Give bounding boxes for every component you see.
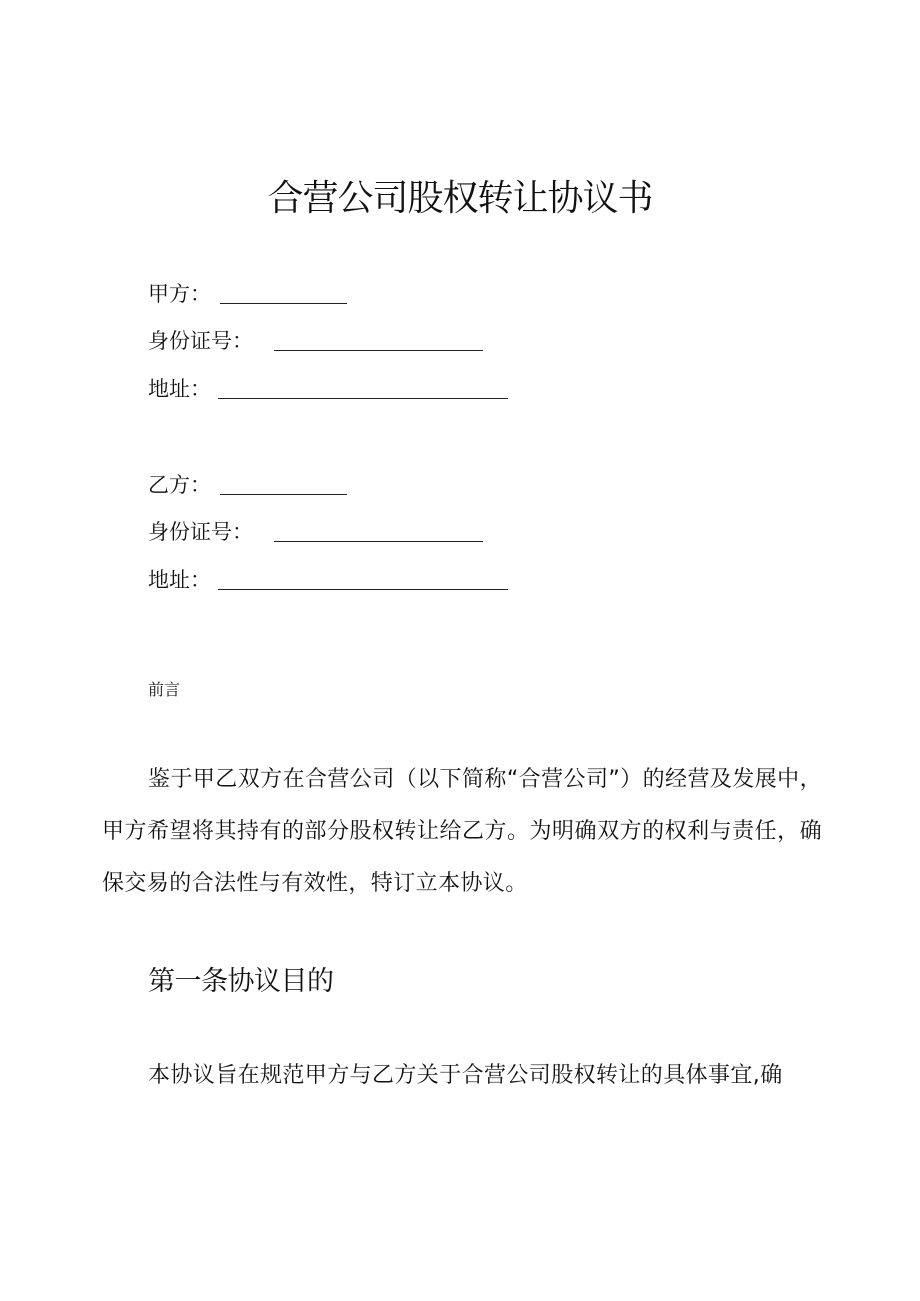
party-a-address-field xyxy=(148,374,211,404)
preface-paragraph xyxy=(102,754,822,910)
article-1-paragraph xyxy=(102,1050,822,1102)
party-b-id-blank xyxy=(274,541,483,542)
article-1-heading: 第一条协议目的 xyxy=(148,966,334,997)
party-b-name-blank xyxy=(220,494,347,495)
party-b-address-blank xyxy=(218,589,508,590)
document-title: 合营公司股权转让协议书 xyxy=(267,178,653,219)
preface-text: 鉴于甲乙双方在合营公司（以下简称“合营公司”）的经营及发展中，甲方希望将其持有的部分股权转让给乙方。为明确双方的权利与责任，确保交易的合法性与有效性，特订立本协议。 xyxy=(102,767,822,896)
party-a-id-label: 身份证号： xyxy=(148,329,253,353)
party-a-name-blank xyxy=(220,303,347,304)
preface-heading: 前言 xyxy=(148,680,181,699)
party-b-address-label: 地址： xyxy=(148,568,211,592)
party-b-address-field xyxy=(148,565,211,595)
party-a-address-label: 地址： xyxy=(148,377,211,401)
party-b-name-field xyxy=(148,470,211,500)
party-b-name-label: 乙方： xyxy=(148,473,211,497)
party-a-name-field xyxy=(148,279,211,309)
party-a-address-blank xyxy=(218,398,508,399)
party-a-name-label: 甲方： xyxy=(148,282,211,306)
article-1-text: 本协议旨在规范甲方与乙方关于合营公司股权转让的具体事宜,确 xyxy=(148,1063,783,1088)
party-a-id-blank xyxy=(274,350,483,351)
party-b-id-field xyxy=(148,517,253,547)
party-a-id-field xyxy=(148,326,253,356)
party-b-id-label: 身份证号： xyxy=(148,520,253,544)
